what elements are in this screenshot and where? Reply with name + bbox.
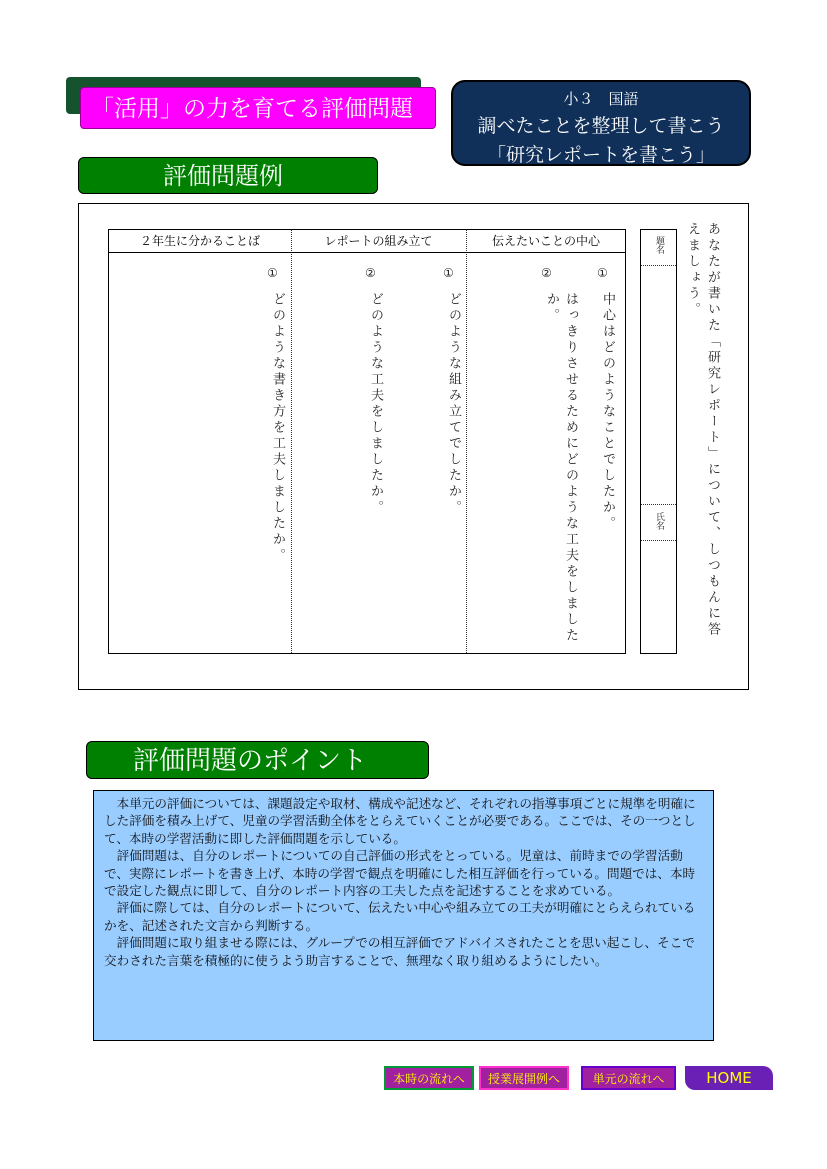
- unit-info-box: [451, 80, 751, 166]
- divider: [641, 265, 676, 266]
- question-number: ②: [541, 266, 552, 280]
- points-text-box: [93, 790, 714, 1041]
- points-paragraph: 本単元の評価については、課題設定や取材、構成や記述など、それぞれの指導事項ごとに規準を明確にした評価を積み上げて、児童の学習活動全体をとらえていくことが必要である。ここでは、その一つとして、本時の学習活動に即した評価問題を示している。: [104, 796, 696, 846]
- answer-table: [108, 229, 626, 654]
- question-text: どのような書き方を工夫しましたか。: [270, 292, 285, 564]
- example-section-heading: 評価問題例: [78, 157, 378, 194]
- nav-lesson-flow-button[interactable]: 本時の流れへ: [384, 1066, 474, 1090]
- unit-subtitle: 「研究レポートを書こう」: [486, 144, 715, 166]
- name-label: 氏名: [654, 512, 664, 530]
- title-label: 題名: [654, 236, 664, 254]
- question-text: はっきりさせるためにどのような工夫をしましたか。: [544, 292, 578, 644]
- column-header-words: ２年生に分かることば: [109, 230, 291, 253]
- question-number: ①: [267, 266, 278, 280]
- column-divider: [291, 230, 292, 653]
- page-title: 「活用」の力を育てる評価問題: [80, 87, 436, 129]
- column-header-structure: レポートの組み立て: [291, 230, 466, 253]
- points-section-heading: 評価問題のポイント: [86, 741, 429, 779]
- question-number: ②: [365, 266, 376, 280]
- question-text: どのような組み立てでしたか。: [446, 292, 461, 516]
- column-header-center: 伝えたいことの中心: [466, 230, 626, 253]
- question-text: どのような工夫をしましたか。: [368, 292, 383, 516]
- question-number: ①: [597, 266, 608, 280]
- instruction-text: あなたが書いた「研究レポート」について、しつもんに答えましょう。: [685, 222, 720, 638]
- divider: [641, 540, 676, 541]
- points-paragraph: 評価に際しては、自分のレポートについて、伝えたい中心や組み立ての工夫が明確にとらえられているかを、記述された文言から判断する。: [104, 900, 696, 933]
- column-divider: [466, 230, 467, 653]
- divider: [641, 504, 676, 505]
- title-name-column: [640, 229, 677, 654]
- nav-unit-flow-button[interactable]: 単元の流れへ: [581, 1066, 676, 1090]
- home-button[interactable]: HOME: [685, 1066, 773, 1090]
- points-paragraph: 評価問題は、自分のレポートについての自己評価の形式をとっている。児童は、前時までの学習活動で、実際にレポートを書き上げ、本時の学習で観点を明確にした相互評価を行っている。問題では、本時で設定した観点に即して、自分のレポート内容の工夫した点を記述することを求めている。: [104, 848, 696, 899]
- unit-title: 調べたことを整理して書こう: [477, 115, 725, 137]
- nav-lesson-example-button[interactable]: 授業展開例へ: [479, 1066, 569, 1090]
- question-text: 中心はどのようなことでしたか。: [600, 292, 615, 532]
- grade-subject: 小３ 国語: [563, 90, 639, 108]
- question-number: ①: [443, 266, 454, 280]
- points-paragraph: 評価問題に取り組ませる際には、グループでの相互評価でアドバイスされたことを思い起こし、そこで交わされた言葉を積極的に使うよう助言することで、無理なく取り組めるようにしたい。: [104, 935, 695, 968]
